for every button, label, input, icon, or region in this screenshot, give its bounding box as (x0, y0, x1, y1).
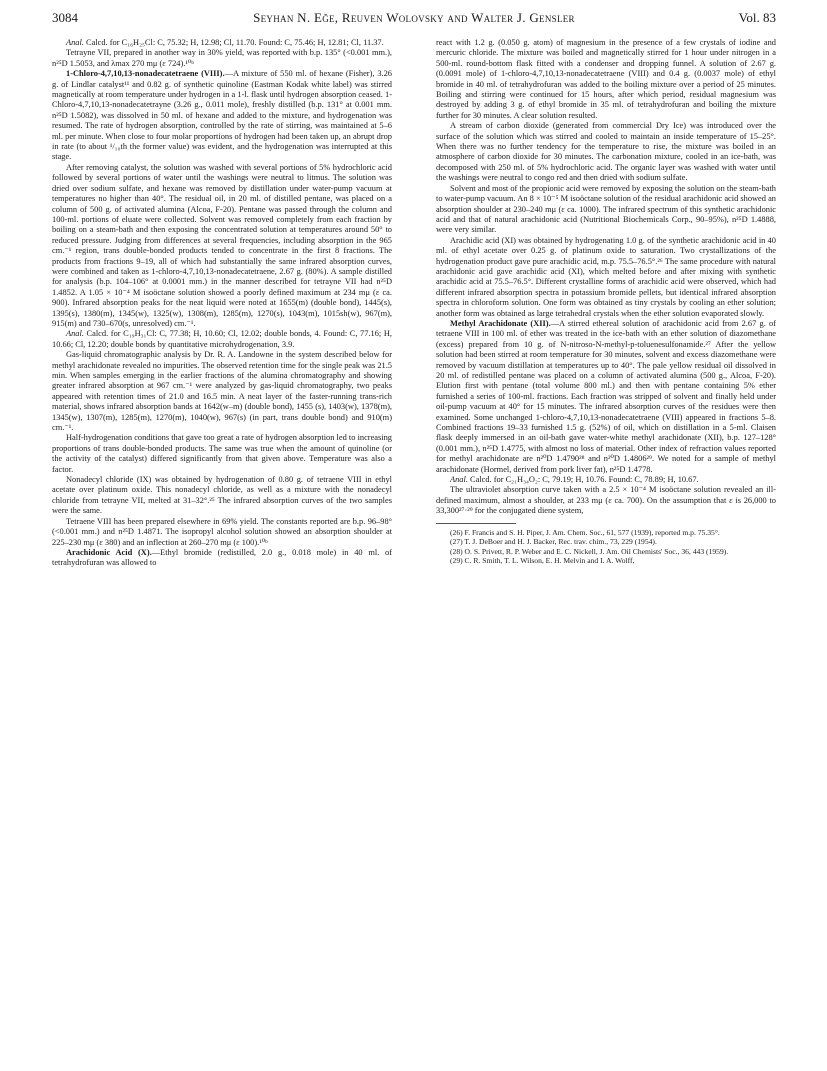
paragraph-text: —A stirred ethereal solution of arachidonic acid from 2.67 g. of tetraene VIII in 100 ml. of ether was treated in the ice-bath with an ether solution of diazomethane (excess) prepared from 10 g. of N-nitroso-N-methyl-p-toluenesulfonamide.²⁷ After the yellow solution had been stirred at room temperature for 30 minutes, solvent and excess diazomethane were removed by vacuum distillation at temperatures up to 40°. The pale yellow residual oil dissolved in 20 ml. of redistilled pentane was placed on a column of activated alumina (500 g., Alcoa, F-20). Elution first with pentane (total volume 800 ml.) and then with pentane containing 5% ether furnished a series of 100-ml. fractions. Each fraction was stripped of solvent and finally held under oil-pump vacuum at 40° for 15 minutes. The infrared absorption curves of the residues were then examined. Some unchanged 1-chloro-4,7,10,13-nonadecatetraene (VIII) appeared in fractions 5–8. Combined fractions 19–33 furnished 1.5 g. (52%) of oil, which on distillation in a 5-ml. Claisen flask deeply immersed in an oil-bath gave water-white methyl arachidonate (XII), b.p. 127–128° (0.001 mm.), n²⁵D 1.4775, with almost no loss of material. Other index of refraction values reported for methyl arachidonate are n²⁰D 1.4790²⁸ and n²⁰D 1.4806²⁹. We noted for a sample of methyl arachidonate (Hormel, derived from pork liver fat), n²⁵D 1.4778. (436, 318, 776, 474)
paragraph-text: Nonadecyl chloride (IX) was obtained by hydrogenation of 0.80 g. of tetraene VIII in ethyl acetate over platinum oxide. This nonadecyl chloride, as well as a mixture with the nonadecyl chloride from tetrayne VII, melted at 31–32°.²⁵ The infrared absorption curves of the two samples were the same. (52, 475, 392, 516)
paragraph (436, 475, 776, 485)
left-column (52, 38, 392, 569)
paragraph (436, 319, 776, 475)
right-column (436, 38, 776, 565)
page-number: 3084 (52, 10, 78, 25)
paragraph (52, 163, 392, 330)
paragraph-text: Tetrayne VII, prepared in another way in 30% yield, was reported with b.p. 135° (<0.001 mm.), n²⁵D 1.5053, and λmax 270 mμ (ε 724).¹⁰ᵇ (52, 48, 392, 68)
paragraph (436, 38, 776, 121)
paragraph (52, 48, 392, 69)
paragraph-text: —Ethyl bromide (redistilled, 2.0 g., 0.018 mole) in 40 ml. of tetrahydrofuran was allowed to (52, 547, 392, 568)
paragraph-text: Solvent and most of the propionic acid were removed by exposing the solution on the steam-bath to water-pump vacuum. An 8 × 10⁻⁵ M isoöctane solution of the residual arachidonic acid showed an absorption shoulder at 230–240 mμ (ε ca. 1000). The infrared spectrum of this synthetic arachidonic acid and that of natural arachidonic acid (Nutritional Biochemicals Corp., 90–95%), n²⁵D 1.4888, were very similar. (436, 183, 776, 235)
section-heading: Arachidonic Acid (X). (66, 547, 152, 557)
footnote: (28) O. S. Privett, R. P. Weber and E. C. Nickell, J. Am. Oil Chemists' Soc., 36, 443 (1959). (450, 546, 729, 556)
paragraph (52, 517, 392, 548)
volume-number: Vol. 83 (738, 10, 776, 25)
paragraph (52, 548, 392, 569)
paragraph-text: The ultraviolet absorption curve taken with a 2.5 × 10⁻⁴ M isoöctane solution revealed an ill-defined maximum, almost a shoulder, at 233 mμ (ε ca. 700). On the assumption that ε is 26,000 to 33,300²⁷·²⁹ for the conjugated diene system, (436, 485, 776, 516)
paragraph-text: Calcd. for C₁₉H₃₁Cl: C, 77.38; H, 10.60; Cl, 12.02; double bonds, 4. Found: C, 77.16; H, 10.66; Cl, 12.20; double bonds by quantitative microhydrogenation, 3.9. (52, 329, 392, 349)
footnote: (29) C. R. Smith, T. L. Wilson, E. H. Melvin and I. A. Wolff, (450, 555, 635, 565)
section-heading: Methyl Arachidonate (XII). (450, 318, 551, 328)
right-column-text (436, 38, 776, 517)
paragraph (436, 184, 776, 236)
paragraph (436, 236, 776, 319)
paragraph-text: After removing catalyst, the solution was washed with several portions of 5% hydrochloric acid followed by several portions of water until the washings were neutral to litmus. The solution was dried over sodium sulfate, and hexane was removed by distillation under water-pump vacuum at temperatures no higher than 40°. The residual oil, in 20 ml. of distilled pentane, was placed on a column of 500 g. of activated alumina (Alcoa, F-20). Pentane was passed through the column and 100-ml. portions of eluate were collected. Solvent was removed completely from each fraction by boiling on a steam-bath and then exposing the concentrated solution at temperatures around 50° to reduced pressure. Judging from differences at several frequencies, including absorption in the 965 cm.⁻¹ region, trans double-bonded products tended to concentrate in the first 8 fractions. The products from fractions 9–19, all of which had substantially the same infrared absorption curves, were combined and taken as 1-chloro-4,7,10,13-nonadecatetraene, 2.67 g. (80%). A sample distilled for analysis (b.p. 104–106° at 0.0001 mm.) in the manner described for tetrayne VII had n²⁵D 1.4852. A 1.05 × 10⁻⁴ M isoöctane solution showed a poorly defined maximum at 234 mμ (ε ca. 900). Infrared absorption peaks for the neat liquid were noted at 1655(m) (double bond), 1445(s), 1395(s), 1380(m), 1345(w), 1325(w), 1308(m), 1285(m), 1270(s), 1043(m), 1015sh(w), 967(m), 915(m) and 730–670(s, unresolved) cm.⁻¹. (52, 162, 392, 328)
paragraph-text: A stream of carbon dioxide (generated from commercial Dry Ice) was introduced over the surface of the solution which was stirred and cooled to maintain an inside temperature of 15–25°. When there was no further tendency for the temperature to rise, the mixture was boiled in an atmosphere of carbon dioxide for 30 minutes. The carbonation mixture, cooled in an ice-bath, was decomposed with 250 ml. of 5% hydrochloric acid. The organic layer was washed with water until the washings were neutral to congo red and then dried with sodium sulfate. (436, 121, 776, 183)
paragraph-text: Arachidic acid (XI) was obtained by hydrogenating 1.0 g. of the synthetic arachidonic acid in 40 ml. of ethyl acetate over 0.25 g. of platinum oxide to saturation. Two crystallizations of the hydrogenation product gave pure arachidic acid, m.p. 75.5–76.5°.²⁶ The same procedure with natural arachidonic acid gave arachidic acid (XI), which melted before and after mixing with synthetic arachidic acid at 75.5–76.5°. Different crystalline forms of arachidic acid were observed, which had different infrared absorption spectra in potassium bromide pellets, but identical infrared absorption spectra in chloroform solution. One form was obtained as tiny crystals by cooling an ether solution; another form was obtained as large tetrahedral crystals when the ether solution evaporated slowly. (436, 235, 776, 318)
paragraph (436, 121, 776, 183)
paragraph (436, 485, 776, 516)
paragraph-text: Gas-liquid chromatographic analysis by Dr. R. A. Landowne in the system described below for methyl arachidonate revealed no impurities. The observed retention time for the single peak was 21.5 min. When samples emerging in the earlier fractions of the alumina chromatography and showing greater infrared absorption at 967 cm.⁻¹ were analyzed by gas-liquid chromatography, two peaks appeared with retention times of 21.0 and 16.5 min. A neat layer of the faster-running trans-rich material, shows infrared absorption bands at 1642(w–m) (double bond), 1455 (s), 1403(w), 1378(m), 1345(w), 1307(m), 1285(m), 1270(m), 1040(w), 967(s) (in part, trans double bond) and 910(m) cm.⁻¹. (52, 350, 392, 433)
paragraph (52, 350, 392, 433)
footnote: (27) T. J. DeBoer and H. J. Backer, Rec. trav. chim., 73, 229 (1954). (450, 537, 657, 547)
analysis-lead: Anal. (66, 38, 84, 47)
paragraph-text: Calcd. for C₁₆H₂₅Cl: C, 75.32; H, 12.98; Cl, 11.70. Found: C, 75.46; H, 12.81; Cl, 11.37. (83, 38, 384, 47)
paragraph-text: react with 1.2 g. (0.050 g. atom) of magnesium in the presence of a few crystals of iodine and mercuric chloride. The mixture was boiled and magnetically stirred for 1 hour under nitrogen in a 500-ml. round-bottom flask fitted with a condenser and dropping funnel. A solution of 2.67 g. (0.0091 mole) of 1-chloro-4,7,10,13-nonadecatetraene (VIII) and 0.4 g. (0.0037 mole) of ethyl bromide in 40 ml. of tetrahydrofuran was added to the boiling mixture over a period of 25 minutes. Boiling and stirring were continued for 15 hours, after which period, residual magnesium was destroyed by adding 3 g. of ethyl bromide in 35 ml. of tetrahydrofuran and boiling the mixture further for 30 minutes. A clear solution resulted. (436, 38, 776, 120)
paragraph (52, 433, 392, 475)
analysis-lead: Anal. (450, 475, 468, 485)
paragraph-text: —A mixture of 550 ml. of hexane (Fisher), 3.26 g. of Lindlar catalyst¹¹ and 0.82 g. of synthetic quinoline (Eastman Kodak white label) was stirred magnetically at room temperature under hydrogen in a 1-l. flask until hydrogen absorption ceased. 1-Chloro-4,7,10,13-nonadecatetrayne (3.26 g., 0.011 mole), freshly distilled (b.p. 131° at 0.001 mm. n²⁵D 1.5082), was dissolved in 50 ml. of hexane and added to the mixture, and hydrogenation was resumed. The rate of hydrogen absorption, controlled by the rate of stirring, was maintained at 5–6 ml. per minute. When close to four molar proportions of hydrogen had been taken up, an abrupt drop in rate (to about ¹/₁₀th the former value) was evident, and the hydrogenation was interrupted at this stage. (52, 69, 392, 162)
footnotes (436, 528, 776, 566)
paragraph (52, 69, 392, 163)
paragraph-text: Calcd. for C₂₁H₃₄O₂: C, 79.19; H, 10.76. Found: C, 78.89; H, 10.67. (467, 475, 699, 485)
analysis-lead: Anal. (66, 329, 84, 339)
paragraph (52, 329, 392, 350)
footnote: (26) F. Francis and S. H. Piper, J. Am. Chem. Soc., 61, 577 (1939), reported m.p. 75.35°. (450, 527, 720, 537)
section-heading: 1-Chloro-4,7,10,13-nonadecatetraene (VIII). (66, 69, 225, 79)
running-head-authors: Seyhan N. Eğe, Reuven Wolovsky and Walter J. Gensler (253, 10, 575, 25)
paragraph-text: Tetraene VIII has been prepared elsewhere in 69% yield. The constants reported are b.p. 96–98° (<0.001 mm.) and n²⁵D 1.4871. The isopropyl alcohol solution showed an absorption shoulder at 225–230 mμ (ε 380) and an inflection at 260–270 mμ (ε 100).¹⁰ᵇ (52, 516, 392, 547)
paragraph-text: Half-hydrogenation conditions that gave too great a rate of hydrogen absorption led to increasing proportions of trans double-bonded products. The same was true when the amount of quinoline (or the activity of the catalyst) differed significantly from that given above. Temperature was also a factor. (52, 433, 392, 474)
footnote-rule (436, 523, 516, 524)
page-header (52, 10, 776, 30)
paragraph (52, 38, 392, 48)
paragraph (52, 475, 392, 517)
